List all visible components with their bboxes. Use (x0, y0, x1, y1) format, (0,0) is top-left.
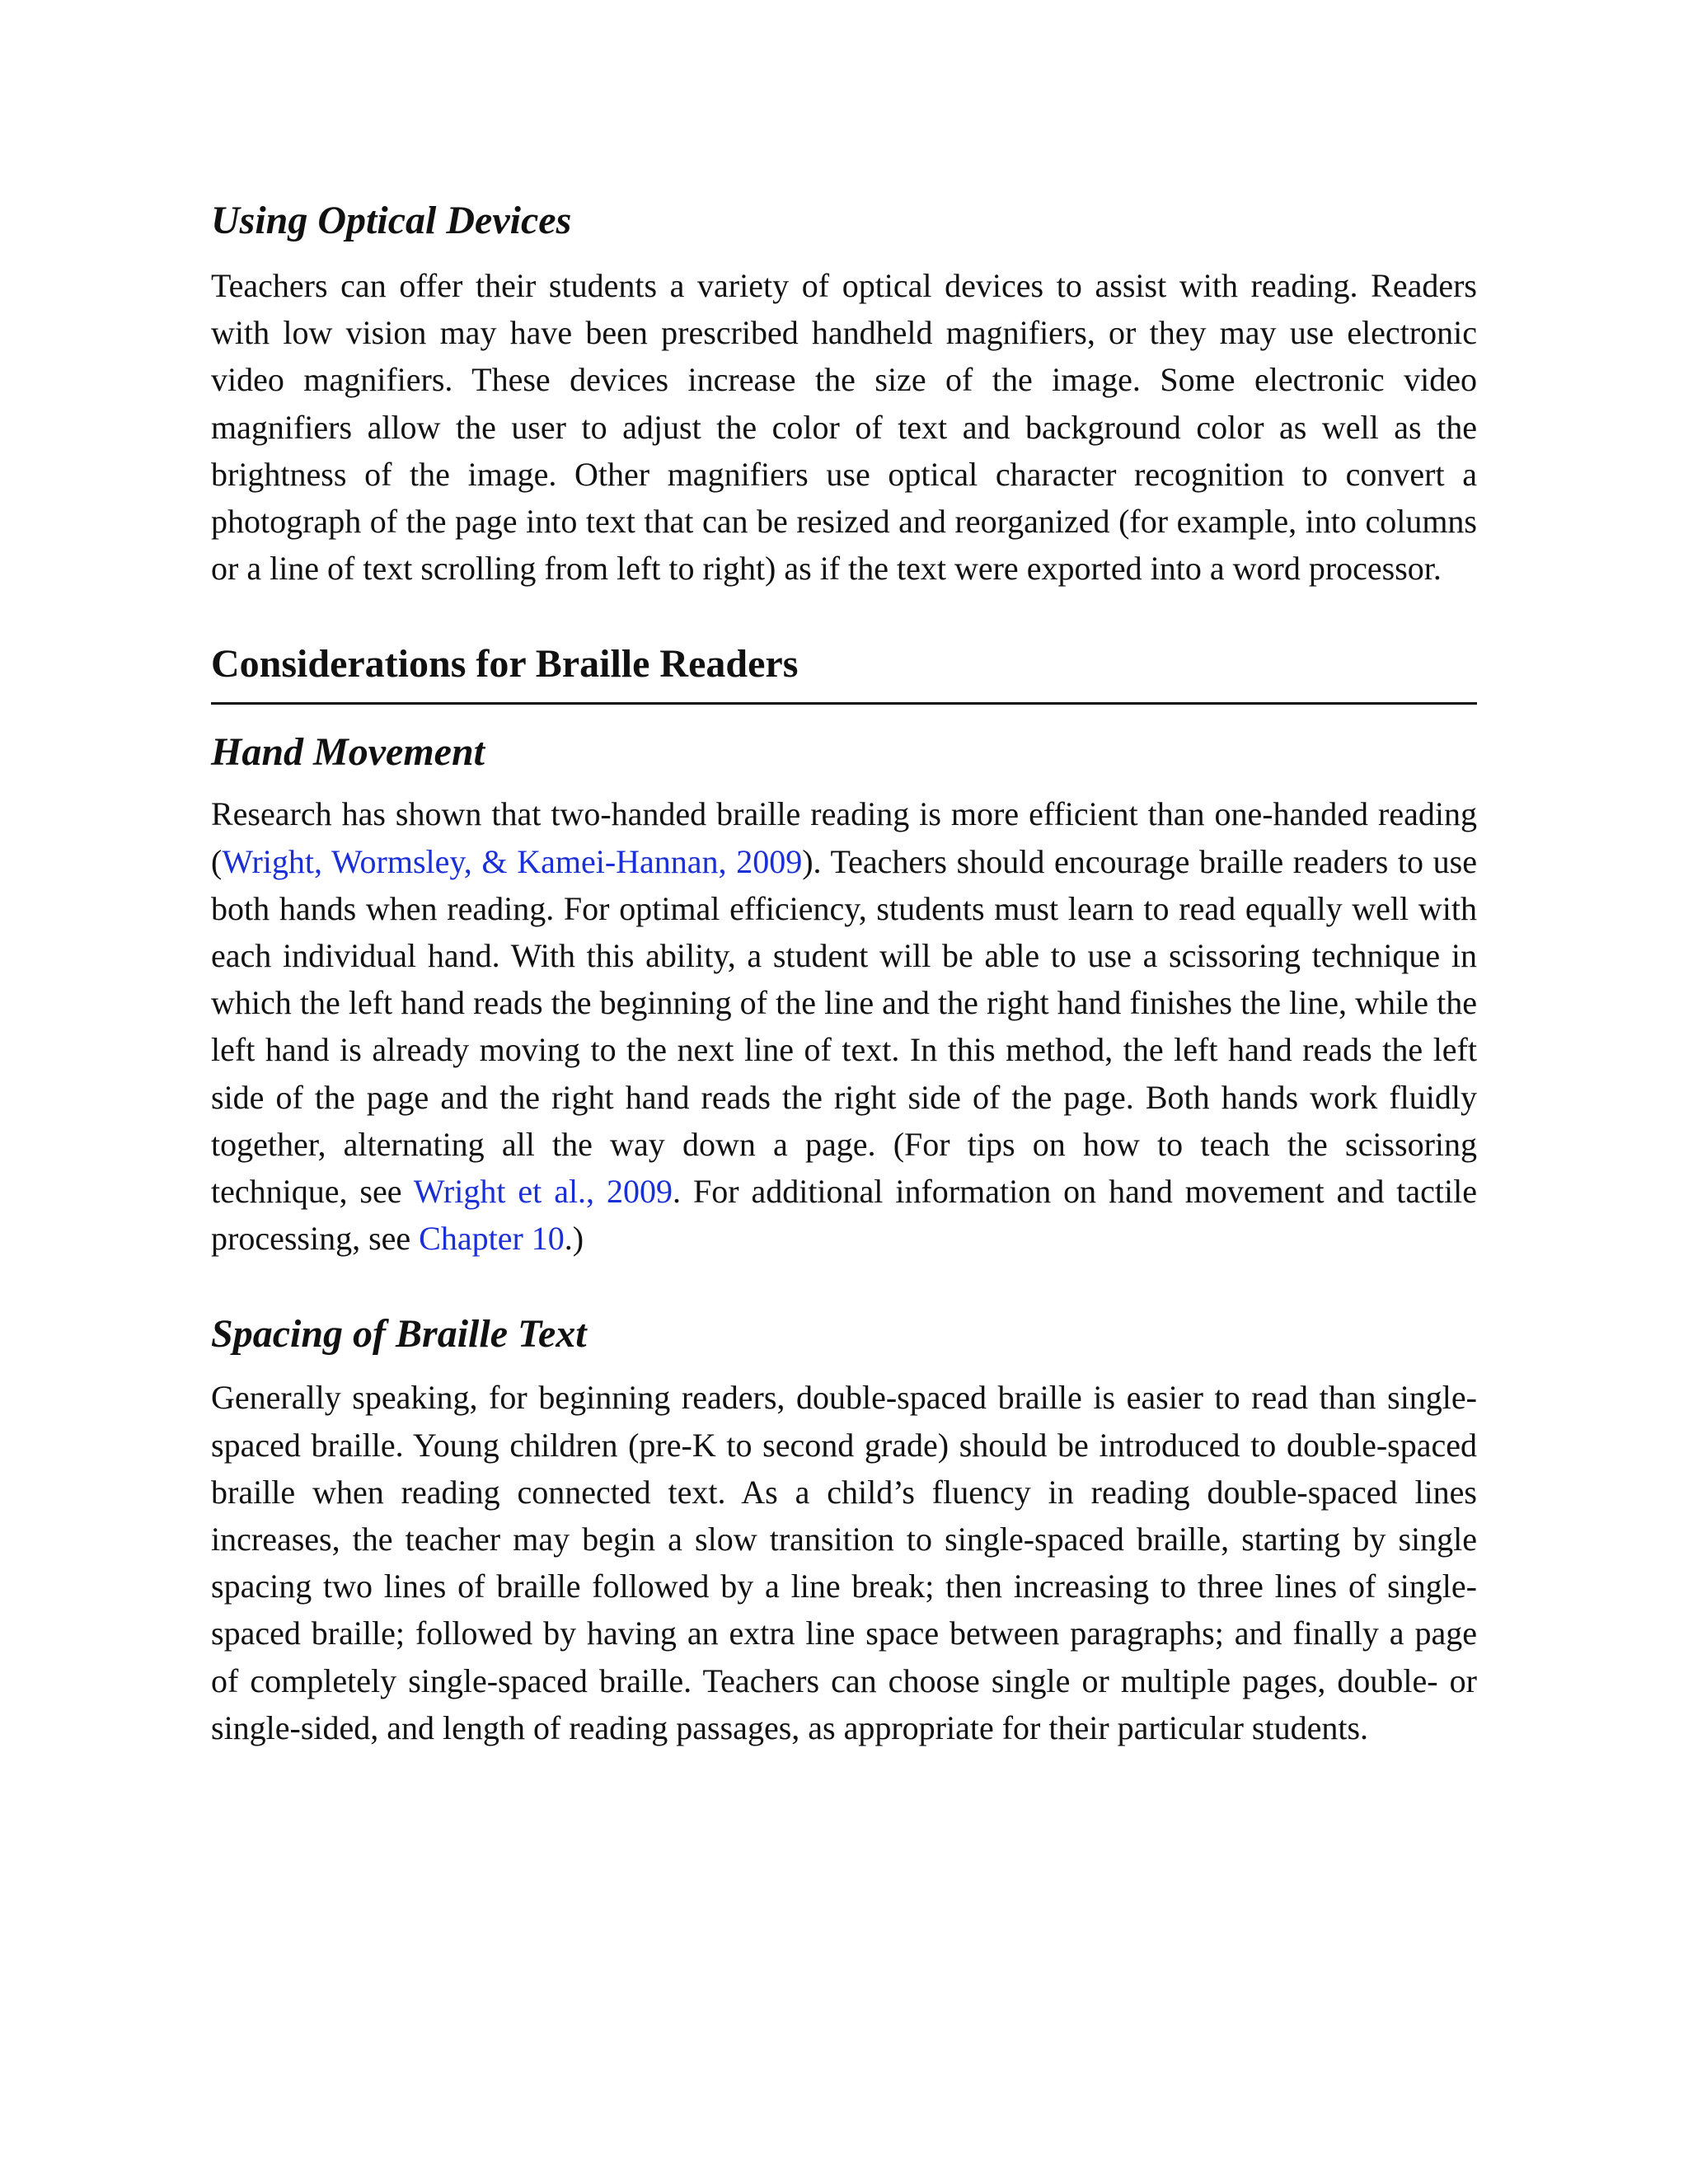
document-page (211, 198, 1477, 1751)
paragraph-optical-devices: Teachers can offer their students a variety of optical devices to assist with reading. Readers with low vision may have been prescribed handheld magnifiers, or they may use electronic video magnifiers. These devices increase the size of the image. Some electronic video magnifiers allow the user to adjust the color of text and background color as well as the brightness of the image. Other magnifiers use optical character recognition to convert a photograph of the page into text that can be resized and reorganized (for example, into columns or a line of text scrolling from left to right) as if the text were exported into a word processor. (211, 267, 1477, 588)
paragraph-hand-movement (211, 790, 1477, 1262)
chapter-heading-braille-readers: Considerations for Braille Readers (211, 641, 1477, 705)
paragraph-spacing-braille-text: Generally speaking, for beginning readers, double-spaced braille is easier to read than single-spaced braille. Young children (pre-K to second grade) should be introduced to double-spaced braille when reading connected text. As a child’s fluency in reading double-spaced lines increases, the teacher may begin a slow transition to single-spaced braille, starting by single spacing two lines of braille followed by a line break; then increasing to three lines of single-spaced braille; followed by having an extra line space between paragraphs; and finally a page of completely single-spaced braille. Teachers can choose single or multiple pages, double- or single-sided, and length of reading passages, as appropriate for their particular students. (211, 1379, 1477, 1746)
link-wright-et-al-2009[interactable]: Wright et al., 2009 (413, 1173, 673, 1211)
link-wright-wormsley-kamei-hannan-2009[interactable]: Wright, Wormsley, & Kamei-Hannan, 2009 (222, 842, 803, 880)
hand-text-4: .) (564, 1220, 584, 1258)
section-heading-hand-movement: Hand Movement (211, 730, 485, 775)
hand-text-1: Research has shown that two-handed braille reading is more efficient than one-handed reading ( (211, 795, 1477, 880)
section-heading-spacing-braille-text: Spacing of Braille Text (211, 1312, 587, 1357)
section-heading-optical-devices: Using Optical Devices (211, 199, 572, 242)
link-chapter-10[interactable]: Chapter 10 (419, 1220, 565, 1258)
hand-text-2: ). Teachers should encourage braille readers to use both hands when reading. For optimal efficiency, students must learn to read equally well with each individual hand. With this ability, a student will be able to use a scissoring technique in which the left hand reads the beginning of the line and the right hand finishes the line, while the left hand is already moving to the next line of text. In this method, the left hand reads the left side of the page and the right hand reads the right side of the page. Both hands work fluidly together, alternating all the way down a page. (For tips on how to teach the scissoring technique, see (211, 842, 1478, 1211)
hand-text-3: . For additional information on hand movement and tactile processing, see (211, 1173, 1477, 1258)
